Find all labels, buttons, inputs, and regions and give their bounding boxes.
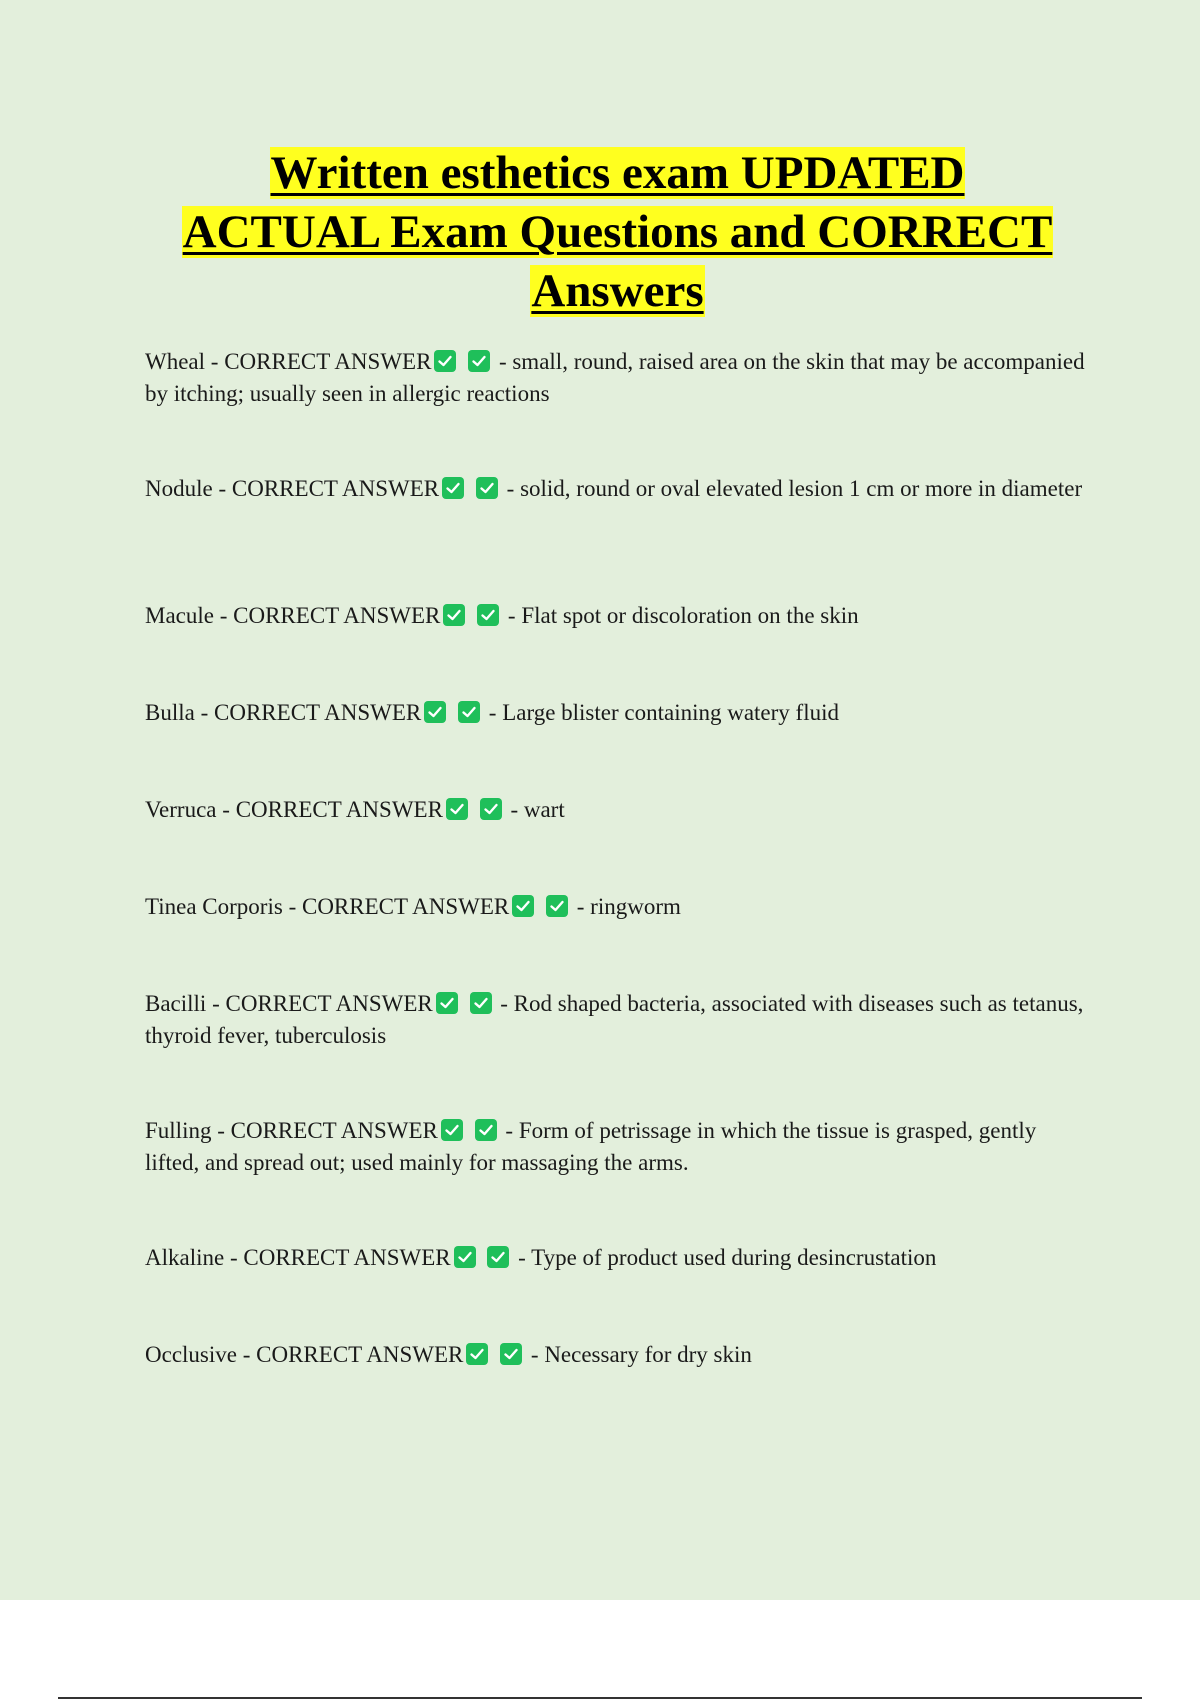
entry-term: Bulla xyxy=(145,700,195,725)
entry-term: Macule xyxy=(145,603,214,628)
title-line-3: Answers xyxy=(531,265,704,317)
footer-divider xyxy=(58,1697,1142,1699)
check-mark-button-icon xyxy=(424,701,446,723)
check-mark-button-icon xyxy=(487,1246,509,1268)
check-mark-button-icon xyxy=(470,992,492,1014)
qa-entry: Wheal - CORRECT ANSWER - small, round, raised area on the skin that may be accompanied by itching; usually seen in allergic reactions xyxy=(145,349,1085,406)
entry-definition: Flat spot or discoloration on the skin xyxy=(521,603,859,628)
qa-entry: Tinea Corporis - CORRECT ANSWER - ringworm xyxy=(145,894,681,919)
entry-term: Occlusive xyxy=(145,1342,237,1367)
correct-answer-label: CORRECT ANSWER xyxy=(233,603,441,628)
correct-answer-label: CORRECT ANSWER xyxy=(235,797,443,822)
entry-term: Bacilli xyxy=(145,991,207,1016)
entry-definition: solid, round or oval elevated lesion 1 cm or more in diameter xyxy=(520,476,1083,501)
entry-definition: Necessary for dry skin xyxy=(544,1342,752,1367)
entry-term: Wheal xyxy=(145,349,206,374)
check-mark-button-icon xyxy=(436,992,458,1014)
correct-answer-label: CORRECT ANSWER xyxy=(230,1118,438,1143)
correct-answer-label: CORRECT ANSWER xyxy=(231,476,440,501)
check-mark-button-icon xyxy=(546,895,568,917)
check-mark-button-icon xyxy=(480,798,502,820)
entry-term: Tinea Corporis xyxy=(145,894,283,919)
entry-definition: small, round, raised area on the skin that may be accompanied by itching; usually seen in allergic reactions xyxy=(145,349,1085,406)
check-mark-button-icon xyxy=(446,798,468,820)
document-title xyxy=(100,144,1135,321)
check-mark-button-icon xyxy=(466,1343,488,1365)
entry-definition: Type of product used during desincrustation xyxy=(531,1245,937,1270)
title-line-2: ACTUAL Exam Questions and CORRECT xyxy=(182,206,1053,258)
correct-answer-label: CORRECT ANSWER xyxy=(256,1342,464,1367)
qa-entry: Bacilli - CORRECT ANSWER - Rod shaped bacteria, associated with diseases such as tetanus, thyroid fever, tuberculosis xyxy=(145,991,1084,1048)
qa-entry: Bulla - CORRECT ANSWER - Large blister containing watery fluid xyxy=(145,700,839,725)
check-mark-button-icon xyxy=(512,895,534,917)
check-mark-button-icon xyxy=(500,1343,522,1365)
entry-definition: Form of petrissage in which the tissue is grasped, gently lifted, and spread out; used mainly for massaging the arms. xyxy=(145,1118,1037,1175)
entry-term: Verruca xyxy=(145,797,217,822)
check-mark-button-icon xyxy=(468,350,490,372)
check-mark-button-icon xyxy=(477,604,499,626)
entry-term: Fulling xyxy=(145,1118,212,1143)
check-mark-button-icon xyxy=(434,350,456,372)
check-mark-button-icon xyxy=(454,1246,476,1268)
qa-entry: Verruca - CORRECT ANSWER - wart xyxy=(145,797,565,822)
entry-definition: Rod shaped bacteria, associated with diseases such as tetanus, thyroid fever, tuberculosis xyxy=(145,991,1084,1048)
check-mark-button-icon xyxy=(442,477,464,499)
entry-definition: ringworm xyxy=(590,894,681,919)
correct-answer-label: CORRECT ANSWER xyxy=(214,700,422,725)
qa-entry: Nodule - CORRECT ANSWER - solid, round or oval elevated lesion 1 cm or more in diameter xyxy=(145,476,1083,501)
correct-answer-label: CORRECT ANSWER xyxy=(225,991,433,1016)
correct-answer-label: CORRECT ANSWER xyxy=(301,894,510,919)
correct-answer-label: CORRECT ANSWER xyxy=(224,349,432,374)
check-mark-button-icon xyxy=(476,477,498,499)
qa-entry: Fulling - CORRECT ANSWER - Form of petrissage in which the tissue is grasped, gently lifted, and spread out; used mainly for massaging the arms. xyxy=(145,1118,1037,1175)
entry-term: Nodule xyxy=(145,476,213,501)
entry-term: Alkaline xyxy=(145,1245,225,1270)
check-mark-button-icon xyxy=(441,1119,463,1141)
qa-entry: Alkaline - CORRECT ANSWER - Type of product used during desincrustation xyxy=(145,1245,937,1270)
correct-answer-label: CORRECT ANSWER xyxy=(243,1245,451,1270)
check-mark-button-icon xyxy=(458,701,480,723)
check-mark-button-icon xyxy=(475,1119,497,1141)
entry-definition: Large blister containing watery fluid xyxy=(502,700,839,725)
entry-definition: wart xyxy=(523,797,565,822)
qa-entry: Occlusive - CORRECT ANSWER - Necessary for dry skin xyxy=(145,1342,752,1367)
qa-entry: Macule - CORRECT ANSWER - Flat spot or discoloration on the skin xyxy=(145,603,859,628)
title-line-1: Written esthetics exam UPDATED xyxy=(270,147,965,199)
check-mark-button-icon xyxy=(443,604,465,626)
